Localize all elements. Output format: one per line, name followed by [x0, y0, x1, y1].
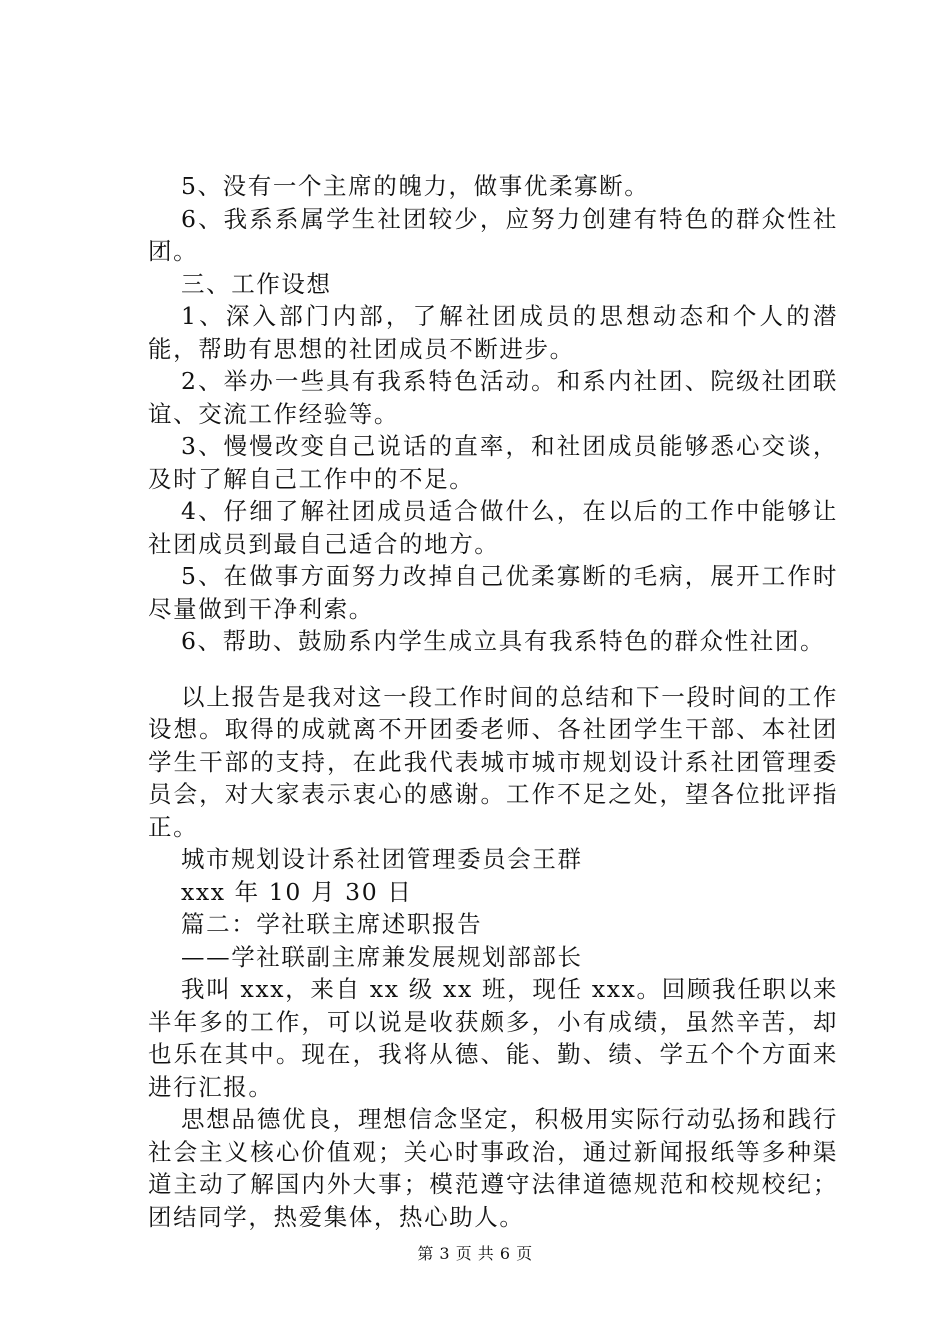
- date-line: xxx 年 10 月 30 日: [181, 877, 413, 906]
- paragraph: 2、举办一些具有我系特色活动。和系内社团、院级社团联谊、交流工作经验等。: [148, 367, 838, 428]
- paragraph: 思想品德优良，理想信念坚定，积极用实际行动弘扬和践行社会主义核心价值观；关心时事政治，通过新闻报纸等多种渠道主动了解国内外大事；模范遵守法律道德规范和校规校纪；团结同学，热爱集体，热心助人。: [148, 1105, 838, 1231]
- paragraph: 5、在做事方面努力改掉自己优柔寡断的毛病，展开工作时尽量做到干净利索。: [148, 562, 838, 623]
- page-footer: 第 3 页 共 6 页: [417, 1244, 533, 1263]
- paragraph: 我叫 xxx，来自 xx 级 xx 班，现任 xxx。回顾我任职以来半年多的工作，可以说是收获颇多，小有成绩，虽然辛苦，却也乐在其中。现在，我将从德、能、勤、绩、学五个个方面来进行汇报。: [148, 975, 838, 1101]
- paragraph: 6、我系系属学生社团较少，应努力创建有特色的群众性社团。: [148, 204, 838, 265]
- document-body: [148, 170, 838, 1233]
- paragraph: 6、帮助、鼓励系内学生成立具有我系特色的群众性社团。: [181, 627, 826, 655]
- paragraph: 5、没有一个主席的魄力，做事优柔寡断。: [181, 172, 650, 200]
- paragraph-spacer: [148, 658, 838, 681]
- paragraph: 3、慢慢改变自己说话的直率，和社团成员能够悉心交谈，及时了解自己工作中的不足。: [148, 432, 838, 493]
- paragraph: 4、仔细了解社团成员适合做什么，在以后的工作中能够让社团成员到最自己适合的地方。: [148, 497, 838, 558]
- article-title: 篇二：学社联主席述职报告: [181, 910, 483, 938]
- article-subtitle: ——学社联副主席兼发展规划部部长: [181, 942, 583, 971]
- paragraph: 以上报告是我对这一段工作时间的总结和下一段时间的工作设想。取得的成就离不开团委老师、各社团学生干部、本社团学生干部的支持，在此我代表城市城市规划设计系社团管理委员会，对大家表示衷心的感谢。工作不足之处，望各位批评指正。: [148, 682, 838, 841]
- paragraph: 1、深入部门内部，了解社团成员的思想动态和个人的潜能，帮助有思想的社团成员不断进步。: [148, 302, 838, 363]
- signature-line: 城市规划设计系社团管理委员会王群: [181, 845, 583, 873]
- section-heading: 三、工作设想: [181, 269, 332, 298]
